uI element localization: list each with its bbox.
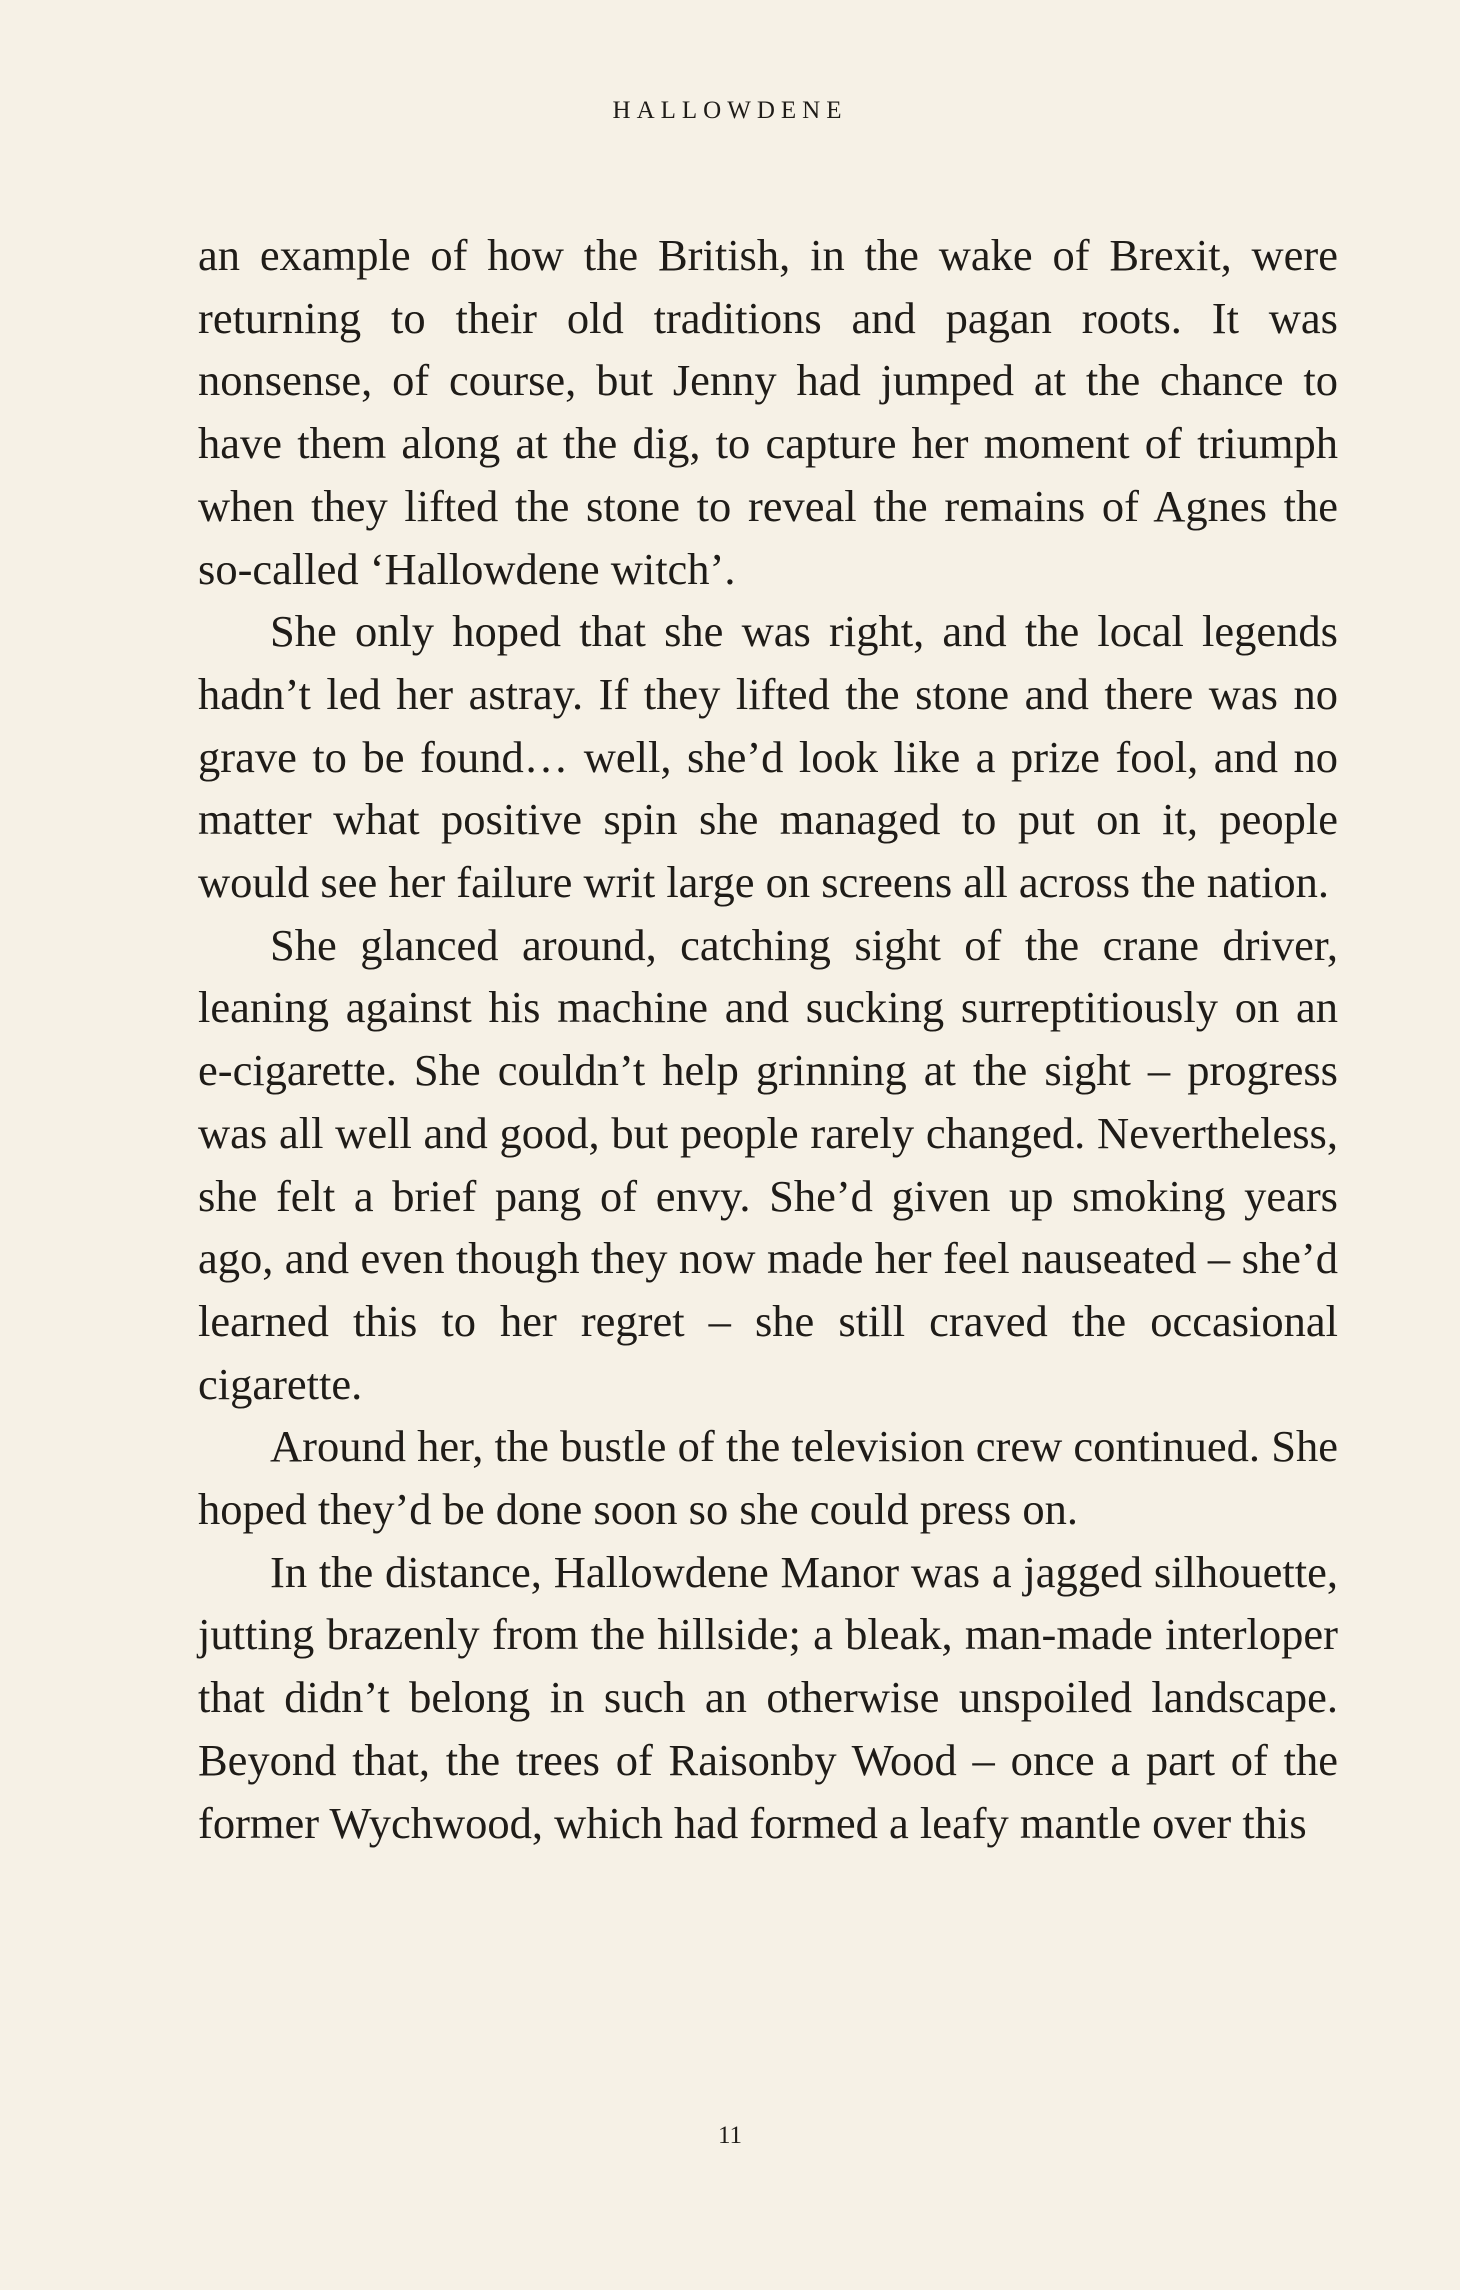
paragraph-1: an example of how the British, in the wake of Brexit, were returning to their old traditions and pagan roots. It was nonsense, of course, but Jenny had jumped at the chance to have them along at the dig, to capture her moment of triumph when they lifted the stone to reveal the remains of Agnes the so-called ‘Hallowdene witch’. [198,230,1338,594]
paragraph-3: She glanced around, catching sight of the crane driver, leaning against his machine and sucking surreptitiously on an e-cigarette. She couldn’t help grinning at the sight – progress was all well and good, but people rarely changed. Nevertheless, she felt a brief pang of envy. She’d given up smoking years ago, and even though they now made her feel nauseated – she’d learned this to her regret – she still craved the occasional cigarette. [198,919,1338,1409]
running-head: HALLOWDENE [612,97,848,124]
body-text [198,224,1338,1854]
paragraph-5: In the distance, Hallowdene Manor was a jagged silhouette, jutting brazenly from the hillside; a bleak, man-made interloper that didn’t belong in such an otherwise unspoiled landscape. Beyond that, the trees of Raisonby Wood – once a part of the former Wychwood, which had formed a leafy mantle over this [198,1546,1338,1848]
page-number: 11 [717,2122,743,2149]
paragraph-2: She only hoped that she was right, and the local legends hadn’t led her astray. If they lifted the stone and there was no grave to be found… well, she’d look like a prize fool, and no matter what positive spin she managed to put on it, people would see her failure writ large on screens all across the nation. [198,606,1338,908]
paragraph-4: Around her, the bustle of the television crew continued. She hoped they’d be done soon so she could press on. [198,1421,1338,1535]
